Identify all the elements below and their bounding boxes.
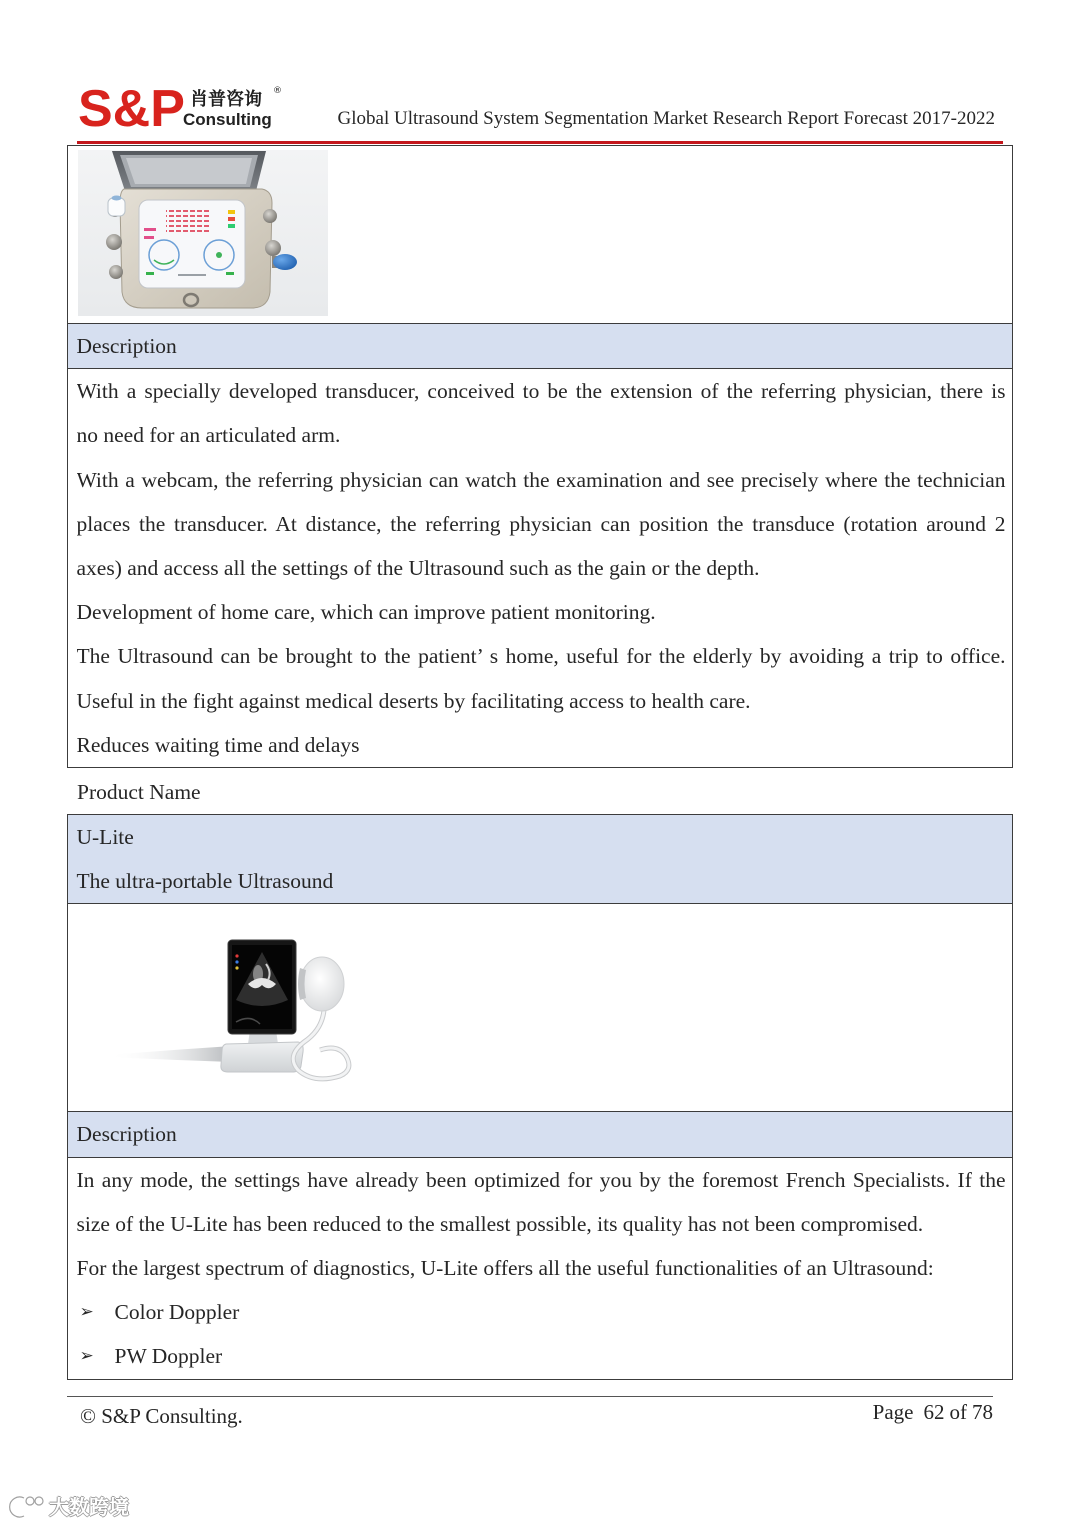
feature-item (77, 1334, 1013, 1378)
u-lite-tablet-photo (100, 934, 360, 1089)
arrow-bullet-icon: ➢ (79, 1302, 94, 1323)
page-label: Page (872, 1400, 914, 1424)
watermark-logo-icon (8, 1493, 46, 1521)
product-image-row (68, 904, 1012, 1112)
report-title: Global Ultrasound System Segmentation Market Research Report Forecast 2017-2022 (337, 108, 995, 129)
floor-shadow (108, 1046, 232, 1062)
product-name: U-Lite (76, 825, 134, 849)
header-rule (77, 141, 1003, 144)
description-label: Description (76, 334, 177, 358)
product-table-1 (67, 145, 1013, 768)
description-line: With a webcam, the referring physician can watch the examination and see precisely where the technician (76, 467, 1006, 492)
probe-holder (272, 254, 297, 270)
probe-cable (293, 1010, 349, 1079)
description-body (68, 1158, 1012, 1379)
logo-registered-mark: ® (273, 86, 282, 96)
description-line: Useful in the fight against medical deserts by facilitating access to health care. (76, 688, 751, 713)
console-lid (112, 151, 266, 191)
description-line: With a specially developed transducer, conceived to be the extension of the referring physician, there is (76, 379, 1006, 404)
page-total: 78 (972, 1400, 993, 1424)
page-number (873, 1400, 993, 1424)
ultrasound-console-photo (78, 150, 328, 316)
copyright: © S&P Consulting. (80, 1404, 243, 1428)
watermark-text: 大数跨境 (49, 1495, 129, 1519)
tablet-stand (220, 1030, 302, 1072)
description-header-row (68, 324, 1012, 369)
description-line: For the largest spectrum of diagnostics, U-Lite offers all the useful functionalities of an Ultrasound: (76, 1255, 934, 1280)
product-header-row (68, 815, 1012, 904)
page-of: of (949, 1400, 967, 1424)
logo-name: Consulting (183, 110, 272, 129)
handheld-probe (298, 957, 344, 1011)
product-table-2 (67, 814, 1013, 1380)
arrow-bullet-icon: ➢ (79, 1346, 94, 1367)
logo-mark: S&P (78, 80, 185, 138)
product-name-label: Product Name (77, 779, 201, 804)
description-line: Development of home care, which can improve patient monitoring. (76, 600, 656, 625)
feature-text: Color Doppler (114, 1300, 240, 1325)
control-panel (139, 200, 245, 288)
description-line: Reduces waiting time and delays (76, 732, 360, 757)
product-tagline: The ultra-portable Ultrasound (76, 869, 334, 894)
description-body (68, 369, 1012, 767)
product-image-row (68, 146, 1012, 324)
feature-text: PW Doppler (114, 1344, 223, 1369)
gel-bottle (108, 195, 125, 216)
description-line: The Ultrasound can be brought to the patient’ s home, useful for the elderly by avoiding a trip to office. (76, 644, 1006, 669)
description-line: axes) and access all the settings of the Ultrasound such as the gain or the depth. (76, 555, 760, 580)
page-current: 62 (923, 1400, 945, 1424)
description-header-row (68, 1112, 1012, 1157)
description-line: In any mode, the settings have already been optimized for you by the foremost French Specialists. If the (76, 1167, 1006, 1192)
watermark (8, 1492, 129, 1522)
description-line: no need for an articulated arm. (76, 423, 341, 448)
description-label: Description (76, 1122, 177, 1147)
footer-rule (67, 1396, 993, 1397)
description-line: size of the U-Lite has been reduced to the smallest possible, its quality has not been compromised. (76, 1211, 924, 1236)
logo-chinese-name: 肖普咨询 (190, 89, 262, 110)
description-line: places the transducer. At distance, the referring physician can position the transduce (rotation around 2 (76, 511, 1006, 536)
feature-item (77, 1290, 1013, 1334)
tablet (228, 940, 296, 1034)
